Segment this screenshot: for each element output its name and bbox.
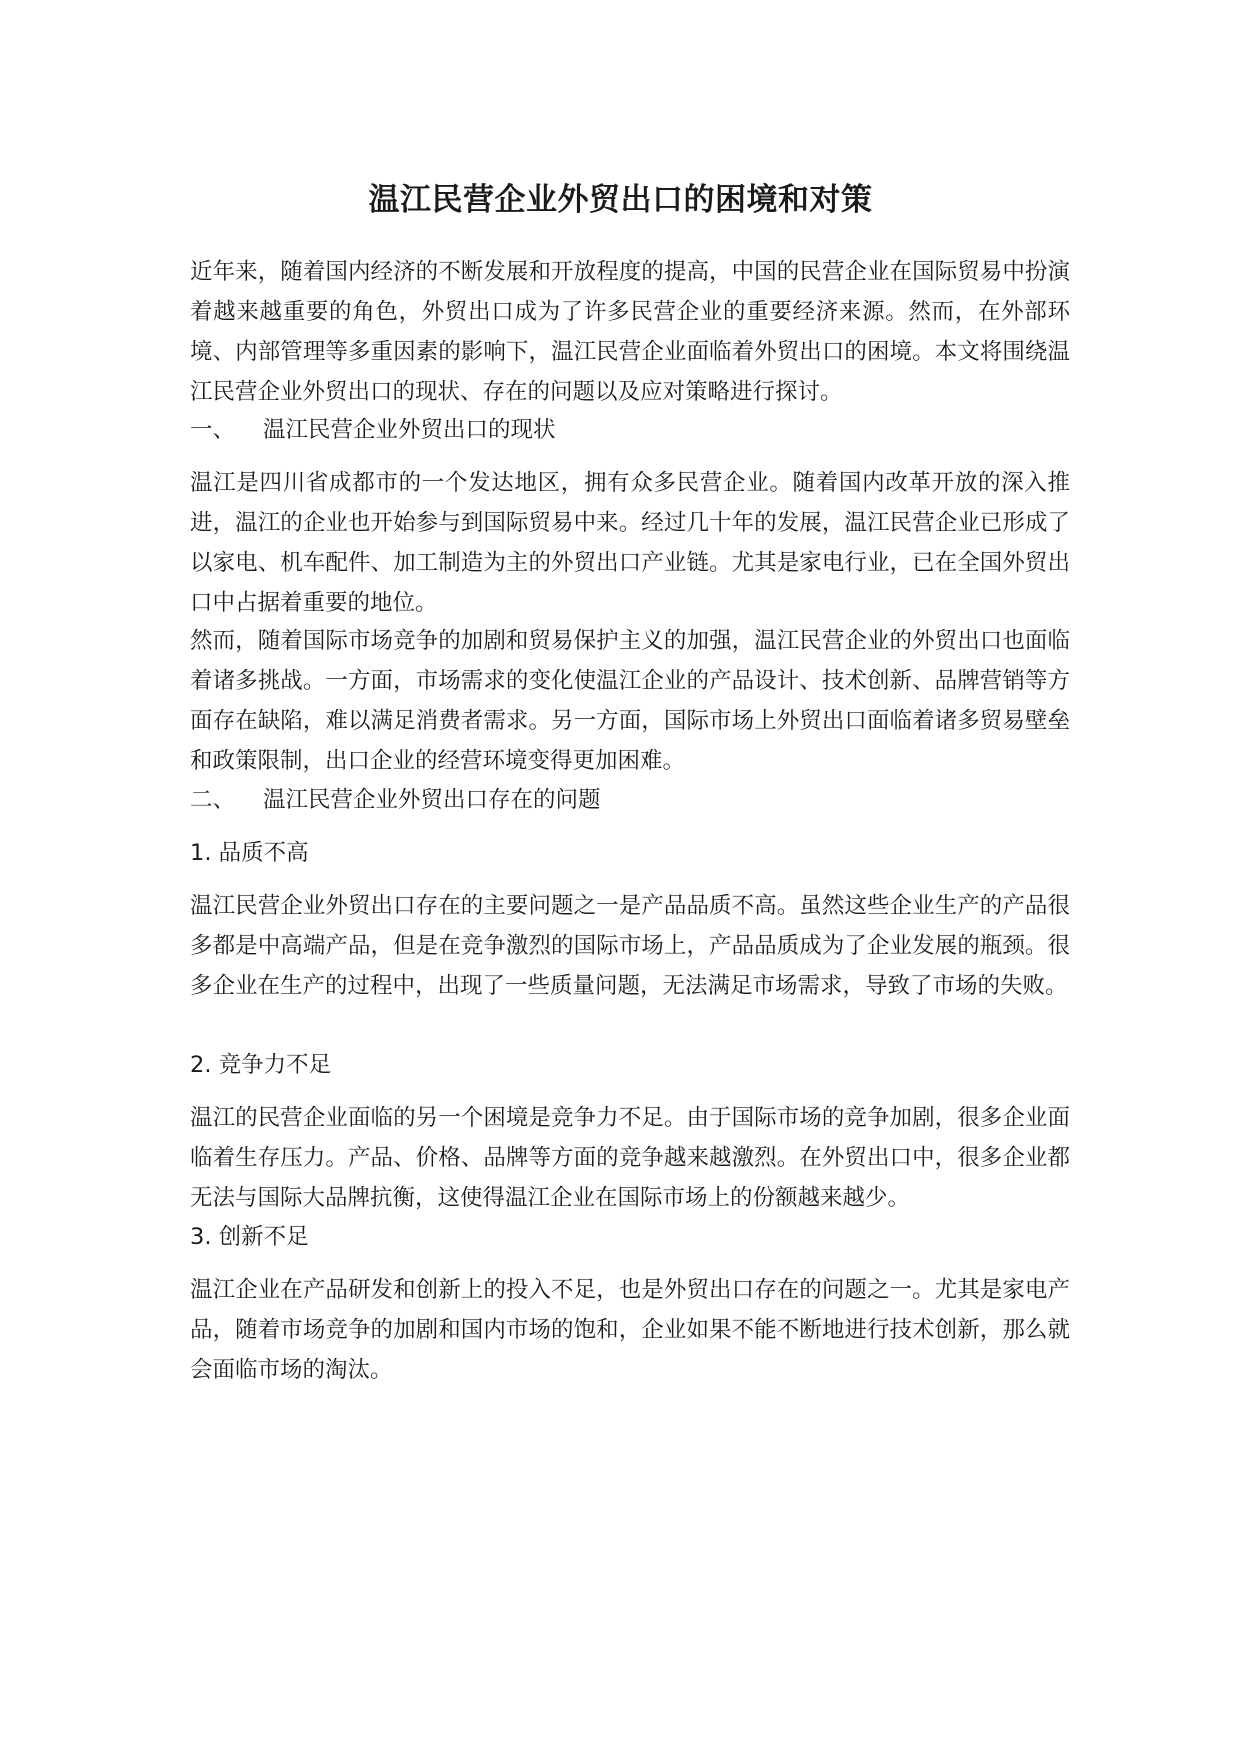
subsection-1-paragraph: 温江民营企业外贸出口存在的主要问题之一是产品品质不高。虽然这些企业生产的产品很多都是中高端产品，但是在竞争激烈的国际市场上，产品品质成为了企业发展的瓶颈。很多企业在生产的过程中，出现了一些质量问题，无法满足市场需求，导致了市场的失败。 [190,893,1070,999]
subsection-2-heading: 2. 竞争力不足 [190,1052,332,1078]
subsection-3-heading: 3. 创新不足 [190,1224,309,1250]
section-1-heading [190,410,1070,450]
subsection-2-paragraph: 温江的民营企业面临的另一个困境是竞争力不足。由于国际市场的竞争加剧，很多企业面临着生存压力。产品、价格、品牌等方面的竞争越来越激烈。在外贸出口中，很多企业都无法与国际大品牌抗衡，这使得温江企业在国际市场上的份额越来越少。 [190,1105,1070,1211]
subsection-1-heading: 1. 品质不高 [190,840,309,866]
section-1-paragraph-1: 温江是四川省成都市的一个发达地区，拥有众多民营企业。随着国内改革开放的深入推进，温江的企业也开始参与到国际贸易中来。经过几十年的发展，温江民营企业已形成了以家电、机车配件、加工制造为主的外贸出口产业链。尤其是家电行业，已在全国外贸出口中占据着重要的地位。 [190,470,1070,616]
section-1-number: 一、 [190,417,236,443]
subsection-3-paragraph: 温江企业在产品研发和创新上的投入不足，也是外贸出口存在的问题之一。尤其是家电产品，随着市场竞争的加剧和国内市场的饱和，企业如果不能不断地进行技术创新，那么就会面临市场的淘汰。 [190,1277,1070,1383]
section-2-number: 二、 [190,787,236,813]
section-1-title: 温江民营企业外贸出口的现状 [263,417,556,443]
section-2-title: 温江民营企业外贸出口存在的问题 [263,787,601,813]
section-2-heading [190,780,1070,820]
section-1-paragraph-2: 然而，随着国际市场竞争的加剧和贸易保护主义的加强，温江民营企业的外贸出口也面临着诸多挑战。一方面，市场需求的变化使温江企业的产品设计、技术创新、品牌营销等方面存在缺陷，难以满足消费者需求。另一方面，国际市场上外贸出口面临着诸多贸易壁垒和政策限制，出口企业的经营环境变得更加困难。 [190,628,1070,774]
intro-paragraph: 近年来，随着国内经济的不断发展和开放程度的提高，中国的民营企业在国际贸易中扮演着越来越重要的角色，外贸出口成为了许多民营企业的重要经济来源。然而，在外部环境、内部管理等多重因素的影响下，温江民营企业面临着外贸出口的困境。本文将围绕温江民营企业外贸出口的现状、存在的问题以及应对策略进行探讨。 [190,259,1070,405]
document-title: 温江民营企业外贸出口的困境和对策 [368,182,873,218]
